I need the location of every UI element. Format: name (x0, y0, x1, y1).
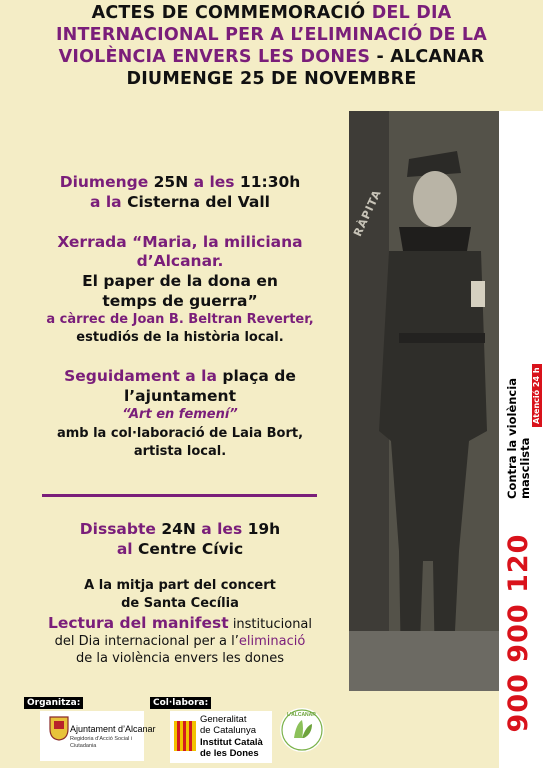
event2-manifest-text: del Dia internacional per a l’ (54, 634, 239, 649)
coat-of-arms-icon (48, 715, 70, 741)
event1-after (0, 366, 360, 386)
generalitat-logo (170, 711, 272, 763)
hotline-band (499, 111, 543, 768)
collabora-label: Col·labora: (150, 697, 211, 709)
section-divider (42, 494, 317, 497)
ajuntament-logo (40, 711, 156, 761)
header-text: ALCANAR (390, 47, 485, 67)
event1-talk-title-3: El paper de la dona en (82, 272, 278, 290)
event2-manifest-highlight: eliminació (238, 634, 306, 649)
generalitat-name-1: Generalitat (200, 714, 247, 725)
event2-time: 19h (247, 520, 281, 538)
event2-manifest-title: Lectura del manifest (47, 614, 229, 632)
event2-day: 24N (161, 520, 196, 538)
header-line-2: INTERNACIONAL PER A L’ELIMINACIÓ DE LA (55, 25, 488, 45)
event1-time: 11:30h (239, 173, 301, 191)
event2-concert-1: A la mitja part del concert (84, 578, 276, 593)
event2-time-label: a les (201, 520, 243, 538)
event1-speaker: a càrrec de Joan B. Beltran Reverter, (46, 312, 314, 327)
event1-talk-title-4: temps de guerra” (102, 292, 258, 310)
event1-talk-title-1: Xerrada “Maria, la miliciana (57, 233, 303, 251)
organitza-label: Organitza: (24, 697, 83, 709)
header-text: DEL DIA (371, 3, 452, 23)
event1-art-title: “Art en femení” (122, 407, 238, 422)
event2-day-label: Dissabte (79, 520, 156, 538)
event1-place-value: Cisterna del Vall (127, 193, 270, 211)
event2-place (0, 539, 360, 559)
event1-after-line2: l’ajuntament (123, 387, 237, 405)
event2-manifest-line2 (0, 634, 360, 651)
header-line-1 (0, 2, 543, 24)
header-line-3 (0, 46, 543, 68)
event1-after-label: Seguidament a la (64, 367, 217, 385)
event1-speaker-note: estudiós de la història local. (76, 330, 284, 345)
event1-day-label: Diumenge (59, 173, 149, 191)
header-date: DIUMENGE 25 DE NOVEMBRE (126, 69, 417, 89)
generalitat-flag-icon (174, 721, 196, 751)
event1-place-label: a la (90, 193, 122, 211)
institut-name-1: Institut Català (200, 737, 263, 748)
local-group-name: L’ALCANAR (287, 712, 316, 718)
event2-datetime (0, 519, 360, 539)
historical-photo (349, 111, 499, 691)
event1-after-place: plaça de (222, 367, 296, 385)
hotline-label-2: masclista (518, 437, 532, 499)
hotline-number: 900 900 120 (503, 533, 534, 733)
ajuntament-dept-2: Ciutadania (70, 743, 97, 749)
hotline-label-1: Contra la violència (505, 378, 519, 499)
event2-manifest-line3: de la violència envers les dones (76, 651, 284, 666)
event1-talk-title-2: d’Alcanar. (136, 252, 224, 270)
photo-cap-text: RÀPITA (351, 187, 385, 239)
event1-time-label: a les (193, 173, 235, 191)
institut-name-2: de les Dones (200, 748, 259, 759)
ajuntament-dept: Regidoria d’Acció Social i (70, 736, 133, 742)
event2-place-value: Centre Cívic (138, 540, 244, 558)
event2-place-label: al (116, 540, 133, 558)
ajuntament-name: Ajuntament d’Alcanar (70, 724, 156, 734)
event2-manifest (0, 614, 360, 634)
local-group-logo (280, 708, 324, 752)
event1-place (0, 192, 360, 212)
event1-collab-2: artista local. (133, 444, 227, 459)
event1-datetime (0, 172, 360, 192)
event2-manifest-tail: institucional (232, 617, 313, 632)
hotline-hours-badge: Atenció 24 h (532, 364, 542, 427)
header-text: VIOLÈNCIA ENVERS LES DONES (58, 47, 371, 67)
generalitat-name-2: de Catalunya (200, 725, 256, 736)
event1-collab-1: amb la col·laboració de Laia Bort, (56, 426, 304, 441)
event2-concert-2: de Santa Cecília (121, 596, 239, 611)
header-separator: - (376, 47, 384, 67)
header-text: ACTES DE COMMEMORACIÓ (91, 3, 366, 23)
event1-day: 25N (153, 173, 189, 191)
